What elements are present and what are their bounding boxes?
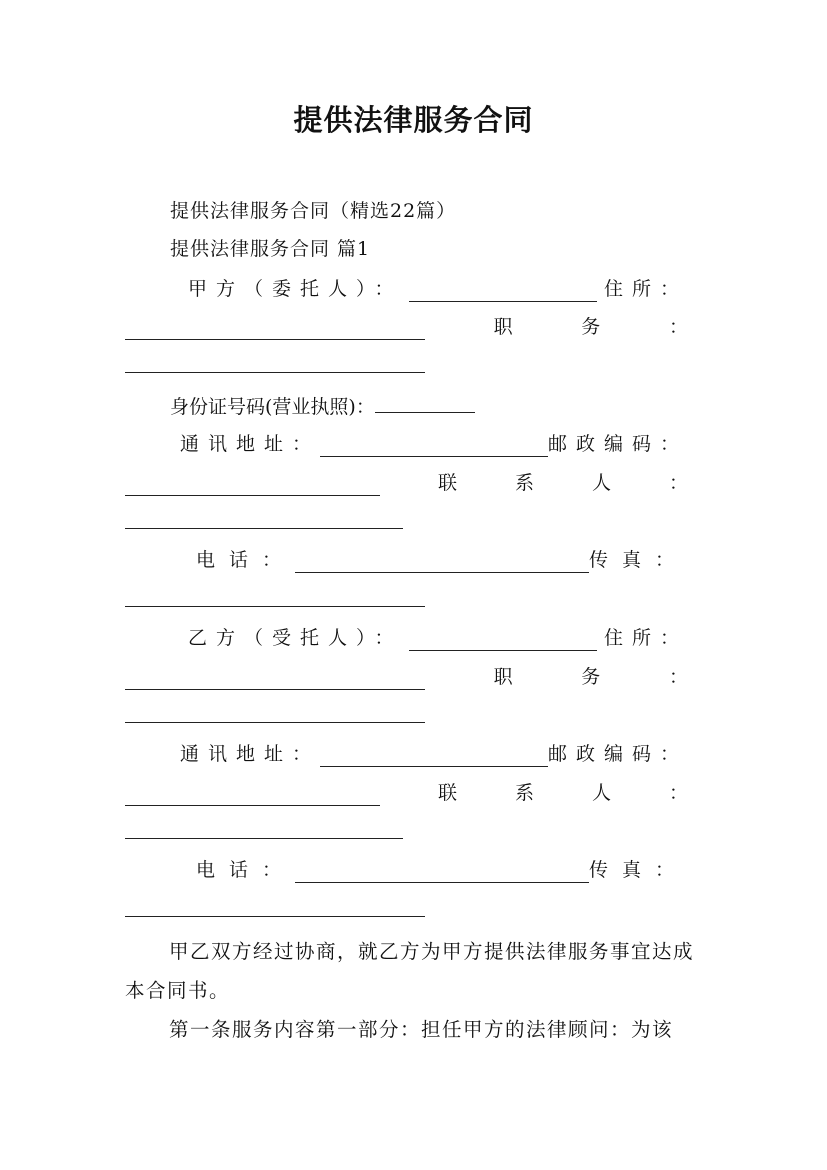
party-b-phone-label: 电话： <box>196 859 296 881</box>
party-a-postcode-label: 邮政编码： <box>547 433 688 455</box>
party-b-contact-row <box>125 780 688 806</box>
subtitle: 提供法律服务合同（精选22篇） <box>170 200 457 222</box>
party-b-contact-char-1: 联 <box>437 782 457 804</box>
document-title: 提供法律服务合同 <box>293 103 534 137</box>
party-a-position-blank-row <box>125 352 425 380</box>
party-b-phone-blank <box>295 862 589 883</box>
party-a-contact-char-3: 人 <box>591 472 611 494</box>
party-a-id-row <box>170 392 475 420</box>
party-a-contact-char-1: 联 <box>437 472 457 494</box>
party-a-fax-blank-row <box>125 586 425 614</box>
party-a-phone-label: 电话： <box>196 549 296 571</box>
party-a-contact-char-2: 系 <box>514 472 534 494</box>
party-b-contact-colon: ： <box>668 782 688 804</box>
party-b-fax-blank <box>125 896 425 917</box>
party-b-position-blank-row <box>125 702 425 730</box>
party-b-fax-label: 传真： <box>588 859 688 881</box>
party-a-fax-blank <box>125 586 425 607</box>
party-a-row <box>188 276 688 302</box>
party-b-row <box>188 625 688 651</box>
party-a-contact-blank <box>125 508 403 529</box>
party-b-position-row <box>125 664 688 690</box>
party-a-address-row <box>180 431 688 457</box>
party-b-position-char-2: 务 <box>581 666 601 688</box>
paragraph-agreement: 甲乙双方经过协商，就乙方为甲方提供法律服务事宜达成本合同书。 <box>125 940 695 1002</box>
party-a-id-label: 身份证号码(营业执照)： <box>170 396 375 418</box>
party-b-contact-char-3: 人 <box>591 782 611 804</box>
party-b-contact-blank-row <box>125 818 403 846</box>
party-a-fax-label: 传真： <box>588 549 688 571</box>
party-a-position-char-2: 务 <box>581 316 601 338</box>
party-b-postcode-label: 邮政编码： <box>547 743 688 765</box>
party-b-label: 乙方（受托人）： <box>188 627 403 649</box>
party-a-phone-row <box>196 547 688 573</box>
party-a-contact-colon: ： <box>668 472 688 494</box>
party-a-address-blank <box>320 436 548 457</box>
party-a-contact-blank-row <box>125 508 403 536</box>
party-b-address-blank <box>320 746 548 767</box>
party-b-postcode-blank <box>125 785 380 806</box>
party-b-phone-row <box>196 857 688 883</box>
party-a-position-char-1: 职 <box>493 316 513 338</box>
paragraph-article-1: 第一条服务内容第一部分：担任甲方的法律顾问：为该 <box>169 1018 674 1041</box>
party-a-position-colon: ： <box>668 316 688 338</box>
party-b-position-char-1: 职 <box>493 666 513 688</box>
party-b-contact-blank <box>125 818 403 839</box>
party-a-contact-row <box>125 470 688 496</box>
party-a-address-label: 通讯地址： <box>180 433 321 455</box>
party-b-address-row <box>180 741 688 767</box>
party-b-position-colon: ： <box>668 666 688 688</box>
party-b-fax-blank-row <box>125 896 425 924</box>
party-b-residence-blank <box>125 669 425 690</box>
section-heading: 提供法律服务合同 篇1 <box>170 238 371 260</box>
party-b-residence-label: 住所： <box>603 627 688 649</box>
party-b-contact-char-2: 系 <box>514 782 534 804</box>
party-a-position-row <box>125 314 688 340</box>
party-a-residence-label: 住所： <box>603 278 688 300</box>
party-a-phone-blank <box>295 552 589 573</box>
party-a-position-blank <box>125 352 425 373</box>
party-b-address-label: 通讯地址： <box>180 743 321 765</box>
party-a-label: 甲方（委托人）： <box>188 278 403 300</box>
party-b-name-blank <box>409 630 597 651</box>
party-a-id-blank <box>375 392 475 413</box>
party-a-name-blank <box>409 281 597 302</box>
party-a-postcode-blank <box>125 475 380 496</box>
party-a-residence-blank <box>125 319 425 340</box>
party-b-position-blank <box>125 702 425 723</box>
